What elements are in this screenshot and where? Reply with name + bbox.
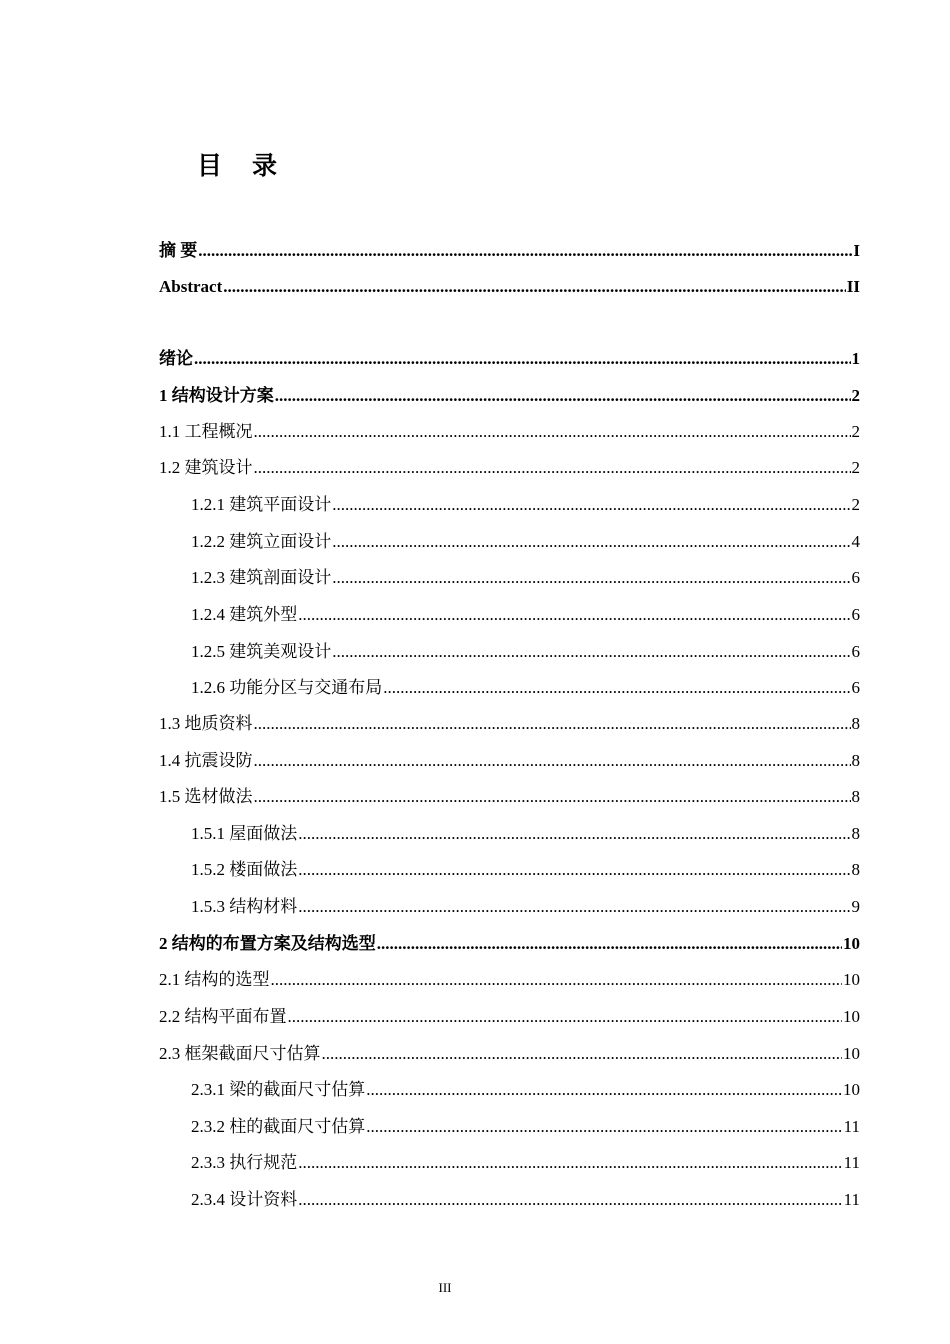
toc-entry-label: 1.2.1 建筑平面设计 (191, 495, 332, 514)
toc-entry-page: 2 (851, 458, 860, 477)
toc-entry-label: 1.2.2 建筑立面设计 (191, 532, 332, 551)
toc-entry-page: 6 (851, 605, 860, 624)
toc-title (197, 146, 277, 182)
toc-entry-page: 1 (851, 349, 860, 368)
toc-entry-page: 8 (851, 860, 860, 879)
toc-entry[interactable] (159, 712, 860, 736)
toc-entry-label: 1.2.5 建筑美观设计 (191, 642, 332, 661)
toc-entry[interactable] (159, 603, 860, 627)
toc-leader-dots (332, 640, 850, 664)
toc-entry-page: I (853, 241, 860, 260)
toc-title-char-2: 录 (252, 151, 278, 180)
toc-entry-label: 1.2 建筑设计 (159, 458, 253, 477)
toc-leader-dots (383, 676, 850, 700)
toc-entry-page: 6 (851, 568, 860, 587)
toc-entry[interactable] (159, 895, 860, 919)
toc-entry-label: 1.2.6 功能分区与交通布局 (191, 678, 383, 697)
toc-entry-page: 11 (843, 1190, 860, 1209)
toc-entry-label: 1.5.2 楼面做法 (191, 860, 298, 879)
toc-leader-dots (275, 384, 851, 408)
toc-entry-page: 2 (851, 495, 860, 514)
toc-entry[interactable] (159, 1115, 860, 1139)
toc-entry-label: 绪论 (159, 349, 193, 368)
toc-entry-page: 8 (851, 787, 860, 806)
toc-entry-page: 10 (843, 1080, 860, 1099)
toc-entry-page: 11 (843, 1153, 860, 1172)
toc-leader-dots (298, 895, 850, 919)
toc-leader-dots (254, 456, 851, 480)
toc-entry-label: 1.5.1 屋面做法 (191, 824, 298, 843)
toc-leader-dots (198, 239, 852, 263)
toc-entry-label: 1.5.3 结构材料 (191, 897, 298, 916)
toc-leader-dots (298, 858, 850, 882)
toc-entry[interactable] (159, 384, 860, 408)
toc-entry-label: 摘 要 (159, 241, 198, 260)
toc-entry-page: II (846, 277, 860, 296)
toc-leader-dots (366, 1115, 842, 1139)
toc-entry[interactable] (159, 640, 860, 664)
toc-entry-page: 10 (843, 934, 860, 953)
toc-entry-label: 1.1 工程概况 (159, 422, 253, 441)
toc-leader-dots (271, 968, 843, 992)
toc-leader-dots (332, 530, 850, 554)
toc-leader-dots (298, 822, 850, 846)
toc-entry-page: 2 (851, 386, 860, 405)
toc-entry-label: 2.3.2 柱的截面尺寸估算 (191, 1117, 366, 1136)
toc-entry-label: 1.2.3 建筑剖面设计 (191, 568, 332, 587)
toc-entry-page: 10 (843, 1044, 860, 1063)
toc-entry[interactable] (159, 566, 860, 590)
toc-entry-label: 2.1 结构的选型 (159, 970, 270, 989)
toc-leader-dots (377, 932, 842, 956)
toc-entry-page: 10 (843, 970, 860, 989)
toc-entry-label: 2.3 框架截面尺寸估算 (159, 1044, 321, 1063)
toc-title-char-1: 目 (197, 151, 223, 180)
page-number-footer: III (438, 1280, 452, 1295)
toc-entry-page: 2 (851, 422, 860, 441)
toc-entry[interactable] (159, 1188, 860, 1212)
toc-leader-dots (223, 275, 846, 299)
toc-leader-dots (254, 785, 851, 809)
toc-leader-dots (254, 749, 851, 773)
toc-entry[interactable] (159, 676, 860, 700)
toc-entry-page: 8 (851, 751, 860, 770)
toc-entry-page: 10 (843, 1007, 860, 1026)
toc-entry[interactable] (159, 749, 860, 773)
toc-leader-dots (298, 1151, 842, 1175)
toc-entry[interactable] (159, 239, 860, 263)
toc-leader-dots (332, 493, 850, 517)
toc-entry[interactable] (159, 822, 860, 846)
toc-entry[interactable] (159, 968, 860, 992)
toc-entry-page: 9 (851, 897, 860, 916)
toc-leader-dots (288, 1005, 843, 1029)
toc-entry[interactable] (159, 1042, 860, 1066)
toc-entry[interactable] (159, 493, 860, 517)
toc-entry-label: 1.5 选材做法 (159, 787, 253, 806)
toc-entry-label: Abstract (159, 277, 223, 296)
toc-entry-page: 8 (851, 824, 860, 843)
toc-entry-label: 2.3.3 执行规范 (191, 1153, 298, 1172)
toc-entry-label: 1.3 地质资料 (159, 714, 253, 733)
toc-leader-dots (322, 1042, 843, 1066)
toc-entry-page: 11 (843, 1117, 860, 1136)
toc-entry-label: 2 结构的布置方案及结构选型 (159, 934, 376, 953)
toc-entry[interactable] (159, 347, 860, 371)
toc-entry-label: 2.3.4 设计资料 (191, 1190, 298, 1209)
toc-leader-dots (194, 347, 851, 371)
toc-entry-page: 6 (851, 642, 860, 661)
toc-entry[interactable] (159, 1005, 860, 1029)
toc-leader-dots (298, 1188, 842, 1212)
toc-leader-dots (366, 1078, 842, 1102)
toc-entry[interactable] (159, 785, 860, 809)
toc-entry[interactable] (159, 420, 860, 444)
toc-entry[interactable] (159, 1078, 860, 1102)
toc-entry-label: 1.4 抗震设防 (159, 751, 253, 770)
toc-entry-label: 1.2.4 建筑外型 (191, 605, 298, 624)
toc-entry[interactable] (159, 275, 860, 299)
toc-entry-page: 6 (851, 678, 860, 697)
toc-entry-label: 2.3.1 梁的截面尺寸估算 (191, 1080, 366, 1099)
toc-entry-page: 4 (851, 532, 860, 551)
toc-leader-dots (298, 603, 850, 627)
toc-entry[interactable] (159, 456, 860, 480)
toc-leader-dots (254, 712, 851, 736)
toc-entry-page: 8 (851, 714, 860, 733)
toc-entry[interactable] (159, 858, 860, 882)
toc-leader-dots (254, 420, 851, 444)
toc-entry[interactable] (159, 530, 860, 554)
toc-leader-dots (332, 566, 850, 590)
toc-entry-label: 2.2 结构平面布置 (159, 1007, 287, 1026)
toc-entry[interactable] (159, 1151, 860, 1175)
toc-entry[interactable] (159, 932, 860, 956)
toc-entry-label: 1 结构设计方案 (159, 386, 274, 405)
